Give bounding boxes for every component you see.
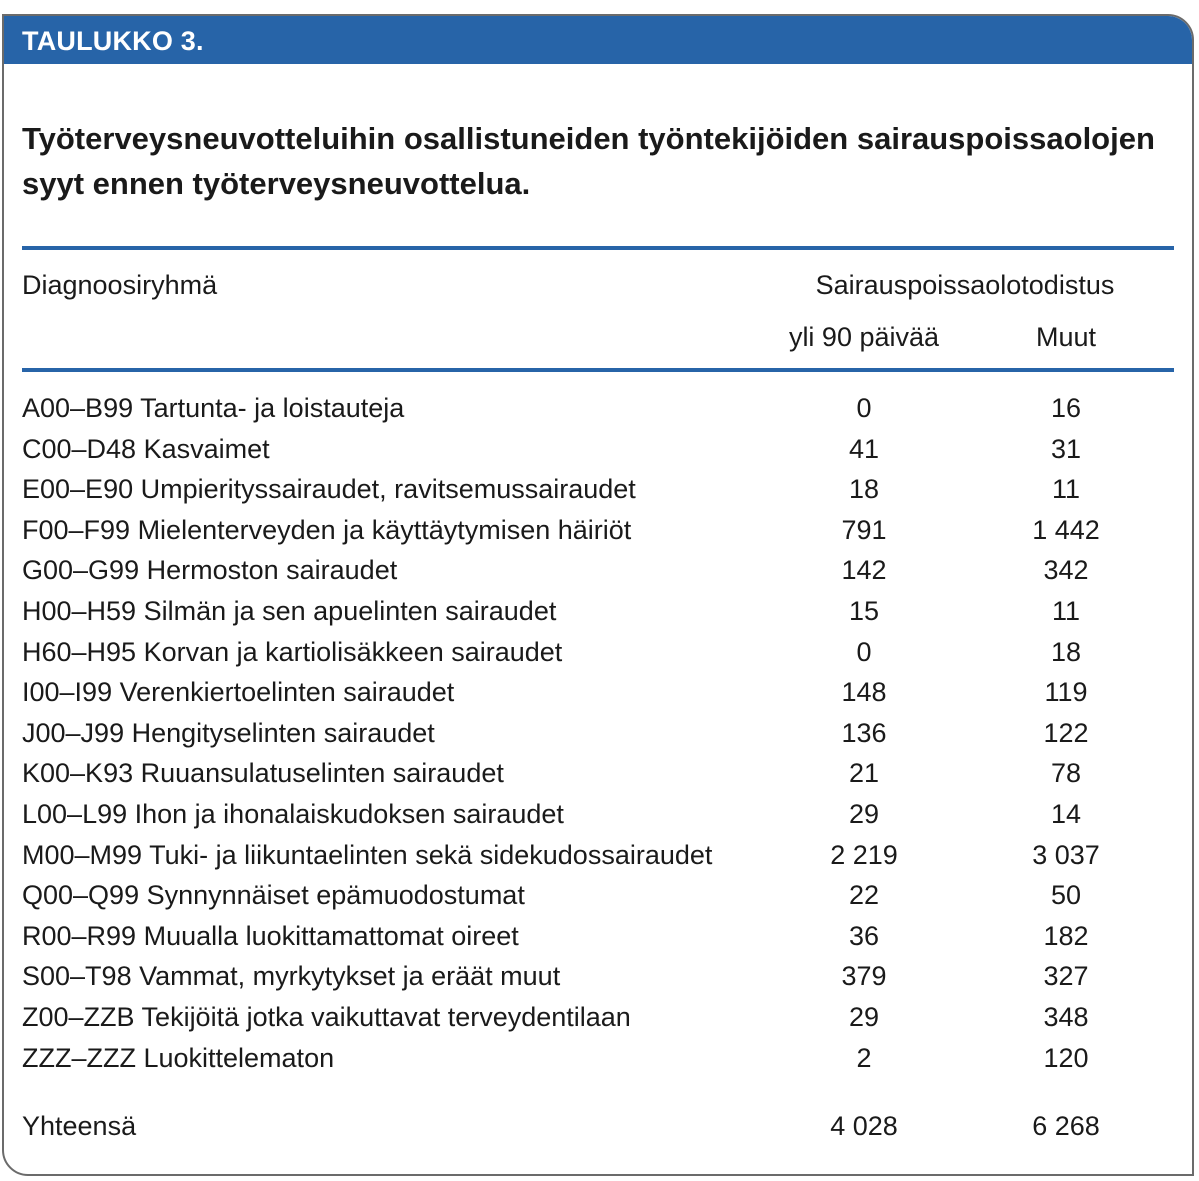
over-90-days-value: 41 (848, 433, 880, 464)
diagnosis-label: S00–T98 Vammat, myrkytykset ja eräät muut (22, 961, 561, 992)
over-90-days-value: 0 (856, 393, 872, 423)
table-row (22, 632, 1174, 673)
over-90-days-value: 15 (848, 595, 880, 626)
table-row (22, 794, 1174, 835)
table-row (22, 591, 1174, 632)
diagnosis-label: K00–K93 Ruuansulatuselinten sairaudet (22, 758, 504, 789)
other-value: 16 (1050, 393, 1082, 423)
diagnosis-label: Z00–ZZB Tekijöitä jotka vaikuttavat terveydentilaan (22, 1001, 631, 1032)
table-row (22, 956, 1174, 997)
other-value: 122 (1043, 717, 1089, 748)
diagnosis-label: Q00–Q99 Synnynnäiset epämuodostumat (22, 880, 525, 911)
over-90-days-value: 18 (848, 474, 880, 505)
diagnosis-label: G00–G99 Hermoston sairaudet (22, 555, 398, 586)
other-value: 3 037 (1032, 839, 1100, 870)
over-90-days-value: 142 (841, 555, 887, 586)
over-90-days-value: 148 (841, 677, 887, 708)
table-row (22, 550, 1174, 591)
other-value: 120 (1043, 1042, 1089, 1073)
diagnosis-label: F00–F99 Mielenterveyden ja käyttäytymisen häiriöt (22, 514, 632, 545)
table-frame (2, 14, 1194, 1176)
column-header-diagnosis: Diagnoosiryhmä (22, 270, 218, 300)
table-row (22, 713, 1174, 754)
header-top-rule (22, 246, 1174, 250)
over-90-days-value: 0 (856, 636, 872, 667)
table-row (22, 835, 1174, 876)
column-group-header-certificate: Sairauspoissaolotodistus (815, 270, 1115, 300)
diagnosis-label: I00–I99 Verenkiertoelinten sairaudet (22, 677, 455, 708)
table-row (22, 510, 1174, 551)
table-row (22, 1038, 1174, 1079)
diagnosis-label: C00–D48 Kasvaimet (22, 433, 270, 464)
other-value: 18 (1050, 636, 1082, 667)
table-row (22, 916, 1174, 957)
other-value: 342 (1043, 555, 1089, 586)
diagnosis-label: J00–J99 Hengityselinten sairaudet (22, 717, 435, 748)
other-value: 182 (1043, 920, 1089, 951)
other-value: 119 (1044, 677, 1088, 708)
diagnosis-label: M00–M99 Tuki- ja liikuntaelinten sekä sidekudossairaudet (22, 839, 713, 870)
over-90-days-value: 29 (848, 1001, 880, 1032)
over-90-days-value: 21 (848, 758, 880, 789)
other-value: 327 (1043, 961, 1089, 992)
over-90-days-value: 29 (848, 798, 880, 829)
diagnosis-label: H60–H95 Korvan ja kartiolisäkkeen sairaudet (22, 636, 563, 667)
table-title: Työterveysneuvotteluihin osallistuneiden työntekijöiden sairauspoissaolojen syyt ennen työterveysneuvottelua. (22, 121, 1155, 201)
over-90-days-value: 22 (848, 880, 880, 911)
column-header-other: Muut (1035, 322, 1097, 352)
other-value: 348 (1043, 1001, 1089, 1032)
over-90-days-value: 379 (841, 961, 887, 992)
table-row (22, 997, 1174, 1038)
total-label: Yhteensä (22, 1111, 137, 1141)
table-number-header: TAULUKKO 3. (4, 16, 1192, 64)
over-90-days-value: 791 (841, 514, 887, 545)
other-value: 1 442 (1032, 514, 1100, 545)
table-row (22, 388, 1174, 429)
column-header-over-90-days: yli 90 päivää (788, 322, 940, 352)
other-value: 11 (1051, 595, 1081, 626)
total-other-value: 6 268 (1032, 1111, 1100, 1141)
other-value: 14 (1050, 798, 1082, 829)
over-90-days-value: 2 219 (830, 839, 898, 870)
other-value: 11 (1051, 474, 1081, 505)
table-row (22, 469, 1174, 510)
diagnosis-label: R00–R99 Muualla luokittamattomat oireet (22, 920, 519, 951)
table-row (22, 429, 1174, 470)
total-over-90-value: 4 028 (830, 1111, 898, 1141)
diagnosis-label: H00–H59 Silmän ja sen apuelinten sairaudet (22, 595, 557, 626)
over-90-days-value: 2 (856, 1042, 872, 1073)
other-value: 31 (1050, 433, 1082, 464)
header-bottom-rule (22, 368, 1174, 372)
diagnosis-label: A00–B99 Tartunta- ja loistauteja (22, 393, 405, 423)
total-row (22, 1106, 1174, 1146)
diagnosis-label: E00–E90 Umpierityssairaudet, ravitsemussairaudet (22, 474, 636, 505)
table-row (22, 753, 1174, 794)
table-row (22, 875, 1174, 916)
table-row (22, 672, 1174, 713)
diagnosis-label: L00–L99 Ihon ja ihonalaiskudoksen sairaudet (22, 798, 564, 829)
over-90-days-value: 36 (848, 920, 880, 951)
other-value: 50 (1050, 880, 1082, 911)
table-body (22, 388, 1174, 1078)
other-value: 78 (1050, 758, 1082, 789)
diagnosis-label: ZZZ–ZZZ Luokittelematon (22, 1042, 335, 1073)
over-90-days-value: 136 (841, 717, 887, 748)
